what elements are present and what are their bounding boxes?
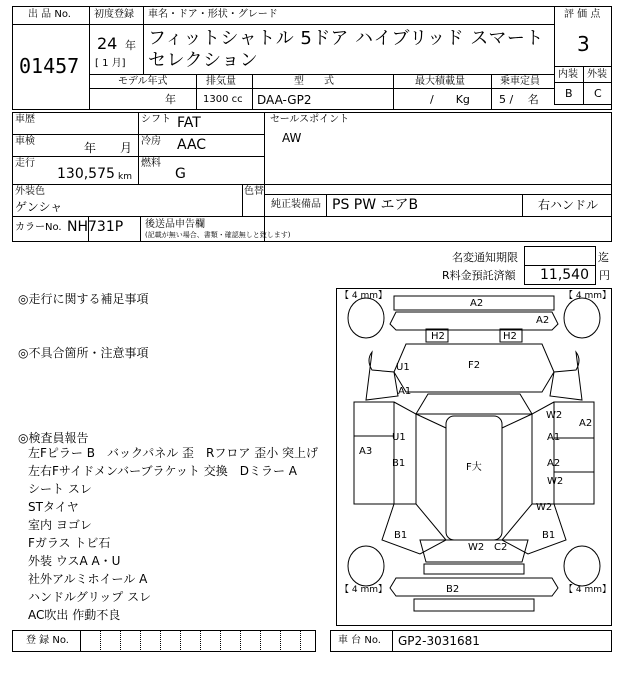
- displacement-label: 排気量: [206, 76, 236, 87]
- damage-h2-right: H2: [503, 331, 517, 342]
- recycle-label: R料金預託済額: [442, 269, 516, 282]
- history-label: 車歴: [15, 114, 35, 125]
- exterior-label: 外装: [587, 69, 607, 80]
- lot-label: 出 品 No.: [28, 9, 71, 20]
- score-label: 評 価 点: [564, 9, 601, 20]
- reg-no-label: 登 録 No.: [26, 635, 69, 646]
- post-docs-label: 後送品申告欄: [145, 219, 205, 230]
- inspector-report-title: ◎検査員報告: [18, 431, 89, 445]
- mileage-value: 130,575: [57, 166, 115, 182]
- damage-u1-top: U1: [396, 362, 410, 373]
- damage-a1-r1: A1: [547, 432, 561, 443]
- inspector-report-lines: [28, 444, 328, 624]
- fuel-value: G: [175, 166, 186, 182]
- first-reg-month: [ 1 月]: [95, 58, 126, 69]
- tire-rear-left: [348, 546, 384, 586]
- report-line: 社外アルミホイール A: [28, 572, 148, 586]
- damage-b1-left: B1: [392, 458, 406, 469]
- report-line: Fガラス トビ石: [28, 536, 111, 550]
- deadline-unit: 迄: [598, 251, 609, 264]
- rear-edge: [414, 599, 534, 611]
- type-label: 型 式: [294, 76, 334, 87]
- damage-a1-left: A1: [398, 386, 412, 397]
- front-fender-left: [366, 352, 398, 400]
- exterior-grade: C: [594, 87, 602, 100]
- damage-a2-r2: A2: [547, 458, 561, 469]
- front-fender-right: [550, 352, 582, 400]
- windshield: [416, 394, 532, 414]
- damage-w2-r3: W2: [536, 502, 553, 513]
- sales-point-label: セールスポイント: [270, 114, 350, 125]
- chassis-label: 車 台 No.: [338, 635, 381, 646]
- interior-grade: B: [565, 87, 573, 100]
- damage-b1-r3: B1: [542, 530, 556, 541]
- ac-value: AAC: [177, 137, 207, 153]
- first-reg-year-unit: 年: [125, 39, 136, 52]
- sales-point-value: AW: [282, 131, 302, 145]
- damage-b2: B2: [446, 584, 460, 595]
- tire-depth-tl: 【 4 mm】: [340, 291, 387, 301]
- rear-light-row: [424, 564, 524, 574]
- damage-u1-mid: U1: [392, 432, 406, 443]
- color-change-label: 色替: [244, 186, 264, 197]
- handle-value: 右ハンドル: [538, 198, 599, 212]
- inspection-value: 年 月: [84, 141, 133, 155]
- rear-quarter-right: [502, 504, 566, 554]
- post-docs-note: (記載が無い場合、書類・確認無しと致します): [145, 231, 291, 239]
- a-pillar-left: [394, 402, 416, 504]
- report-line: 外装 ウスA A・U: [28, 554, 121, 568]
- capacity-label: 乗車定員: [500, 76, 540, 87]
- color-no-label: カラーNo.: [15, 222, 62, 233]
- damage-w2-r2: W2: [547, 476, 564, 487]
- report-line: 左Fピラー B バックパネル 歪 Rフロア 歪小 突上げ: [28, 446, 319, 460]
- damage-c2-rear: C2: [494, 542, 508, 553]
- report-line: STタイヤ: [28, 500, 79, 514]
- car-diagram: [336, 288, 612, 626]
- first-reg-year: 24: [97, 34, 118, 53]
- displacement-value: 1300 cc: [203, 94, 243, 105]
- type-value: DAA-GP2: [257, 93, 312, 107]
- damage-w2-rear: W2: [468, 542, 485, 553]
- damage-a2-bumper: A2: [536, 315, 550, 326]
- tire-depth-bl: 【 4 mm】: [340, 585, 387, 595]
- driving-notes-title: ◎走行に関する補足事項: [18, 292, 149, 306]
- damage-f2: F2: [468, 360, 481, 371]
- tire-front-right: [564, 298, 600, 338]
- first-reg-label: 初度登録: [94, 9, 134, 20]
- tire-front-left: [348, 298, 384, 338]
- rear-bumper: [390, 578, 558, 596]
- fuel-label: 燃料: [141, 158, 161, 169]
- tire-rear-right: [564, 546, 600, 586]
- shift-value: FAT: [177, 115, 201, 131]
- report-line: 室内 ヨゴレ: [28, 518, 92, 532]
- tire-depth-tr: 【 4 mm】: [564, 291, 611, 301]
- capacity-value: 5 / 名: [499, 93, 539, 106]
- front-bumper: [390, 312, 558, 330]
- report-line: AC吹出 作動不良: [28, 608, 121, 622]
- model-name: フィットシャトル 5ドア ハイブリッド スマートセレクション: [148, 28, 544, 71]
- damage-f-dai: F大: [466, 462, 482, 473]
- chassis-value: GP2-3031681: [398, 634, 480, 648]
- roof: [446, 416, 502, 540]
- damage-h2-left: H2: [431, 331, 445, 342]
- recycle-unit: 円: [599, 269, 610, 282]
- ac-label: 冷房: [141, 136, 161, 147]
- damage-a2-top: A2: [470, 298, 484, 309]
- deadline-field: [524, 246, 596, 266]
- equipment-value: PS PW エアB: [332, 197, 419, 213]
- interior-label: 内装: [558, 69, 578, 80]
- defect-notes-title: ◎不具合箇所・注意事項: [18, 346, 149, 360]
- report-line: シート スレ: [28, 482, 92, 496]
- equipment-label: 純正装備品: [271, 199, 321, 210]
- shift-label: シフト: [141, 114, 171, 125]
- inspection-label: 車検: [15, 136, 35, 147]
- score-value: 3: [577, 32, 590, 56]
- recycle-value: 11,540: [540, 267, 589, 283]
- model-label: 車名・ドア・形状・グレード: [148, 9, 278, 20]
- mileage-unit: km: [118, 172, 132, 182]
- damage-a2-right: A2: [579, 418, 593, 429]
- rear-quarter-left: [382, 504, 446, 554]
- color-no-value: NH731P: [67, 219, 124, 235]
- deadline-label: 名変通知期限: [452, 251, 518, 264]
- mileage-label: 走行: [15, 158, 35, 169]
- damage-w2-r1: W2: [546, 410, 563, 421]
- load-label: 最大積載量: [415, 76, 465, 87]
- model-year-label: モデル年式: [118, 76, 168, 87]
- report-line: ハンドルグリップ スレ: [28, 590, 152, 604]
- color-label: 外装色: [15, 186, 45, 197]
- lot-number: 01457: [19, 54, 80, 78]
- damage-a3: A3: [359, 446, 373, 457]
- load-value: / Kg: [430, 93, 470, 106]
- tire-depth-br: 【 4 mm】: [564, 585, 611, 595]
- model-year-unit: 年: [165, 93, 176, 106]
- report-line: 左右Fサイドメンバーブラケット 交換 Dミラー A: [28, 464, 297, 478]
- color-value: ゲンシャ: [15, 200, 63, 214]
- damage-b1-lower: B1: [394, 530, 408, 541]
